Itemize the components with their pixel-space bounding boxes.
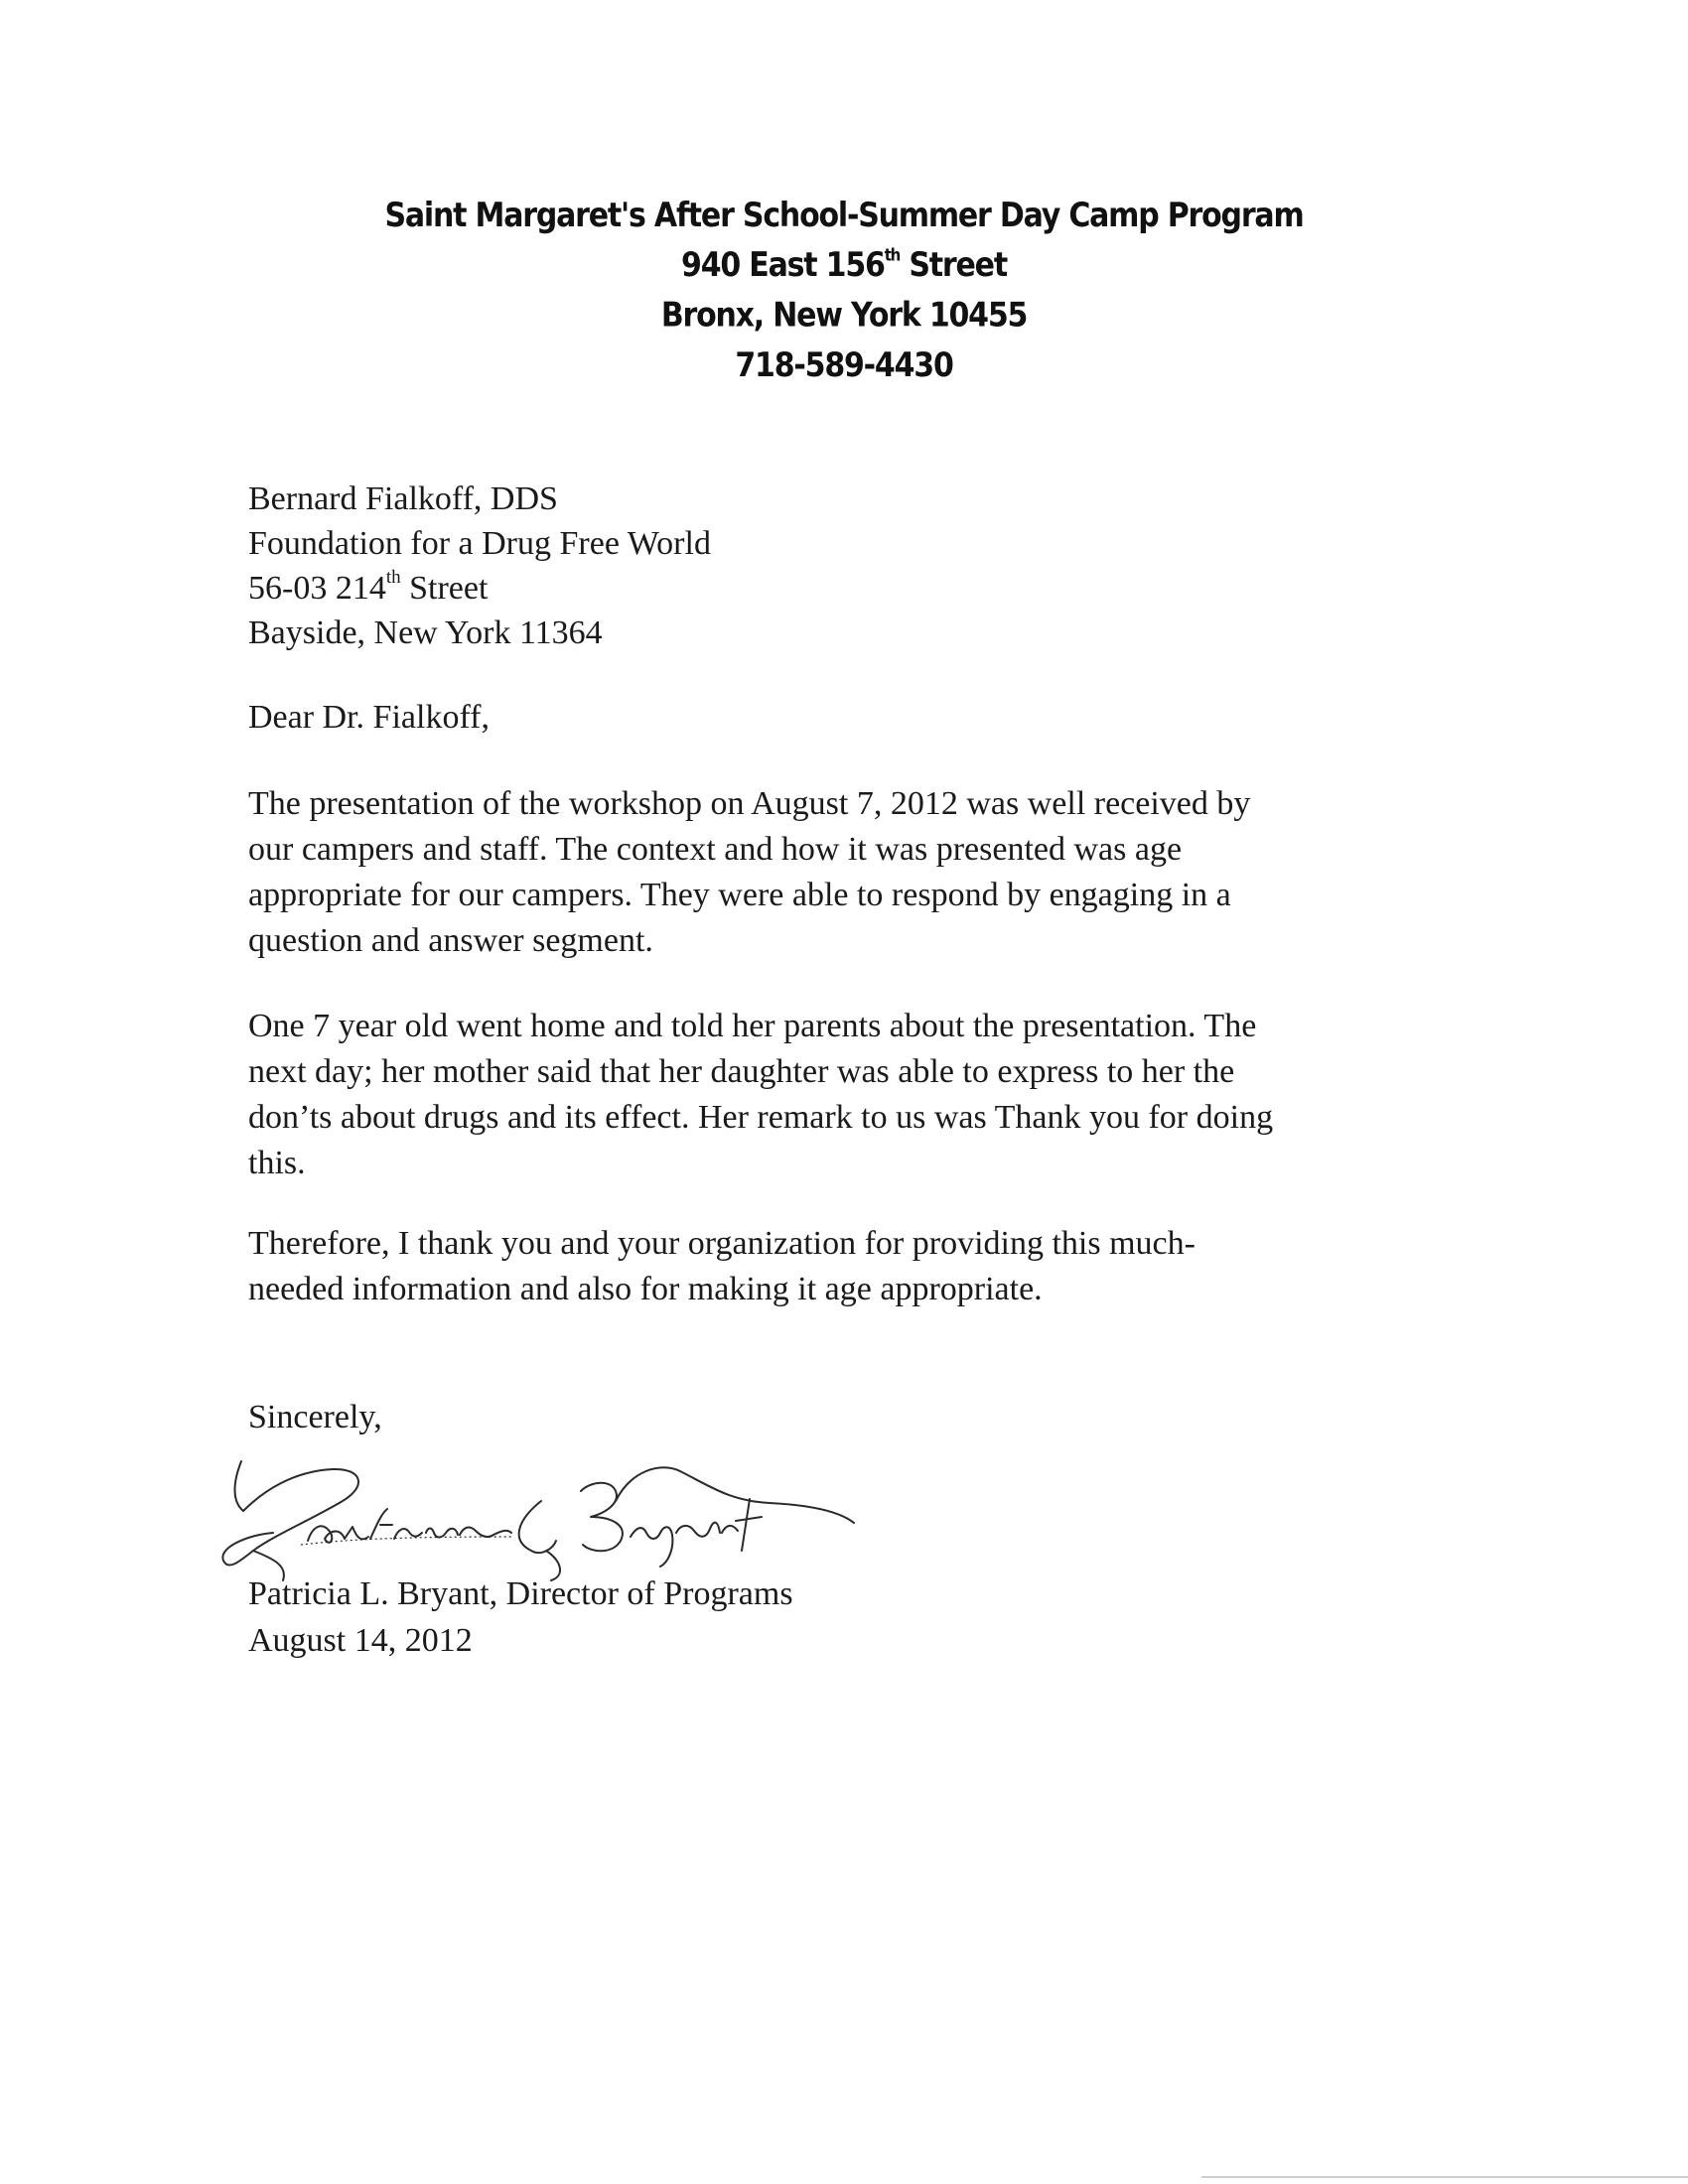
paragraph-line: don’ts about drugs and its effect. Her remark to us was Thank you for doing	[248, 1099, 1274, 1136]
letterhead-phone: 718-589-4430	[735, 345, 953, 385]
recipient-organization: Foundation for a Drug Free World	[248, 525, 711, 562]
recipient-street-number: 56-03 214	[248, 570, 386, 607]
handwritten-signature	[213, 1441, 889, 1590]
signature-date: August 14, 2012	[248, 1622, 473, 1659]
paragraph-line: this.	[248, 1145, 306, 1181]
letterhead-org-name: Saint Margaret's After School-Summer Day Camp Program	[384, 196, 1304, 235]
recipient-street	[248, 566, 1440, 611]
paragraph-line: needed information and also for making it age appropriate.	[248, 1271, 1043, 1307]
paragraph-line: question and answer segment.	[248, 922, 653, 959]
scan-edge-line	[1201, 2176, 1688, 2178]
letterhead	[0, 191, 1688, 391]
letterhead-street-number: 940 East 156	[681, 246, 885, 286]
signer-name-title: Patricia L. Bryant, Director of Programs	[248, 1575, 793, 1612]
closing: Sincerely,	[248, 1399, 382, 1435]
letterhead-street-word: Street	[900, 246, 1007, 286]
recipient-address	[248, 477, 1440, 655]
paragraph-line: Therefore, I thank you and your organization for providing this much-	[248, 1225, 1196, 1262]
recipient-city-state-zip: Bayside, New York 11364	[248, 614, 603, 651]
recipient-street-suffix: th	[385, 567, 401, 588]
letterhead-city-state-zip: Bronx, New York 10455	[660, 296, 1028, 336]
recipient-street-word: Street	[400, 570, 489, 607]
letterhead-street	[0, 240, 1688, 290]
salutation: Dear Dr. Fialkoff,	[248, 699, 490, 736]
body-paragraph-1	[248, 781, 1440, 964]
paragraph-line: our campers and staff. The context and how it was presented was age	[248, 831, 1183, 868]
letterhead-street-suffix: th	[884, 244, 901, 266]
recipient-name: Bernard Fialkoff, DDS	[248, 480, 558, 517]
body-paragraph-2	[248, 1004, 1440, 1186]
paragraph-line: appropriate for our campers. They were able to respond by engaging in a	[248, 877, 1231, 913]
signature-block	[248, 1570, 1440, 1664]
paragraph-line: next day; her mother said that her daughter was able to express to her the	[248, 1053, 1235, 1090]
paragraph-line: The presentation of the workshop on August 7, 2012 was well received by	[248, 785, 1251, 822]
body-paragraph-3	[248, 1221, 1440, 1312]
paragraph-line: One 7 year old went home and told her parents about the presentation. The	[248, 1008, 1257, 1044]
